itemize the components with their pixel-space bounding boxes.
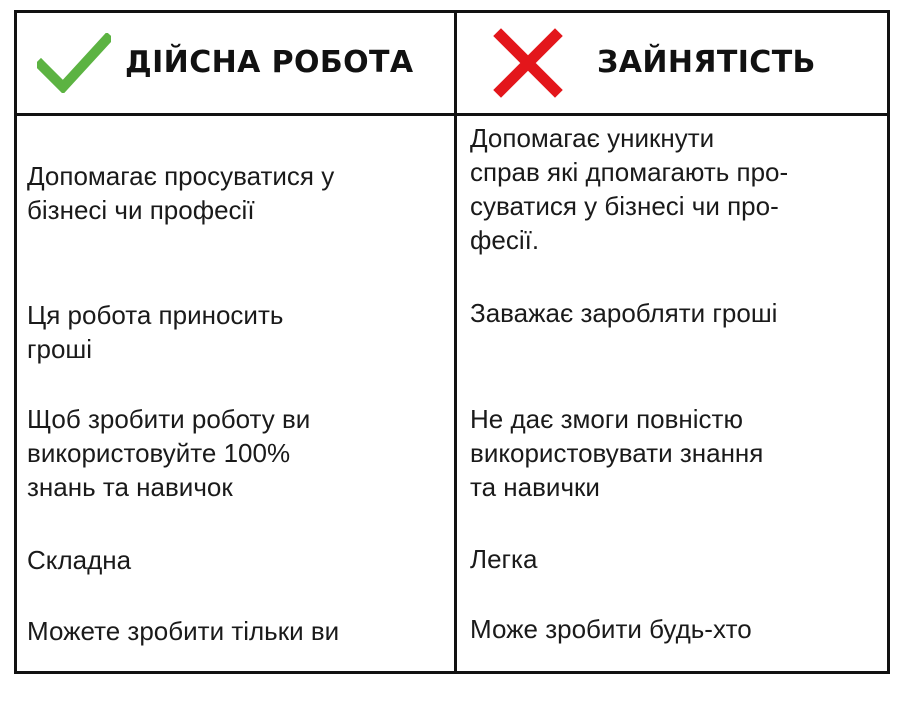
text-line: знань та навичок	[27, 472, 233, 502]
cell-left-row-2	[27, 298, 447, 366]
text-line: Не дає змоги повністю	[470, 404, 743, 434]
text-line: справ які дпомагають про-	[470, 157, 789, 187]
text-line: гроші	[27, 334, 93, 364]
cell-left-row-5	[27, 614, 447, 648]
cell-right-row-4	[470, 542, 885, 576]
cell-left-row-1	[27, 159, 447, 227]
cell-left-row-4	[27, 543, 447, 577]
text-line: Складна	[27, 545, 132, 575]
text-line: суватися у бізнесі чи про-	[470, 191, 779, 221]
text-line: Можете зробити тільки ви	[27, 616, 340, 646]
cell-right-row-2	[470, 296, 885, 330]
comparison-table	[14, 10, 890, 674]
header-title-real-work: ДІЙСНА РОБОТА	[125, 45, 414, 80]
header-divider	[17, 113, 887, 116]
text-line: та навички	[470, 472, 600, 502]
text-line: Заважає заробляти гроші	[470, 298, 778, 328]
header-real-work	[17, 13, 454, 113]
cross-mark-icon	[493, 28, 563, 98]
text-line: Ця робота приносить	[27, 300, 284, 330]
text-line: Допомагає уникнути	[470, 123, 715, 153]
text-line: використовувати знання	[470, 438, 764, 468]
cell-right-row-5	[470, 612, 885, 646]
text-line: Легка	[470, 544, 538, 574]
header-title-busyness: ЗАЙНЯТІСТЬ	[597, 45, 816, 80]
text-line: використовуйте 100%	[27, 438, 291, 468]
header-busyness	[457, 13, 890, 113]
text-line: Може зробити будь-хто	[470, 614, 752, 644]
text-line: Щоб зробити роботу ви	[27, 404, 311, 434]
cell-right-row-1	[470, 121, 885, 257]
check-mark-icon	[37, 33, 111, 93]
cell-right-row-3	[470, 402, 885, 504]
text-line: фесії.	[470, 225, 540, 255]
text-line: Допомагає просуватися у	[27, 161, 335, 191]
cell-left-row-3	[27, 402, 447, 504]
text-line: бізнесі чи професії	[27, 195, 255, 225]
